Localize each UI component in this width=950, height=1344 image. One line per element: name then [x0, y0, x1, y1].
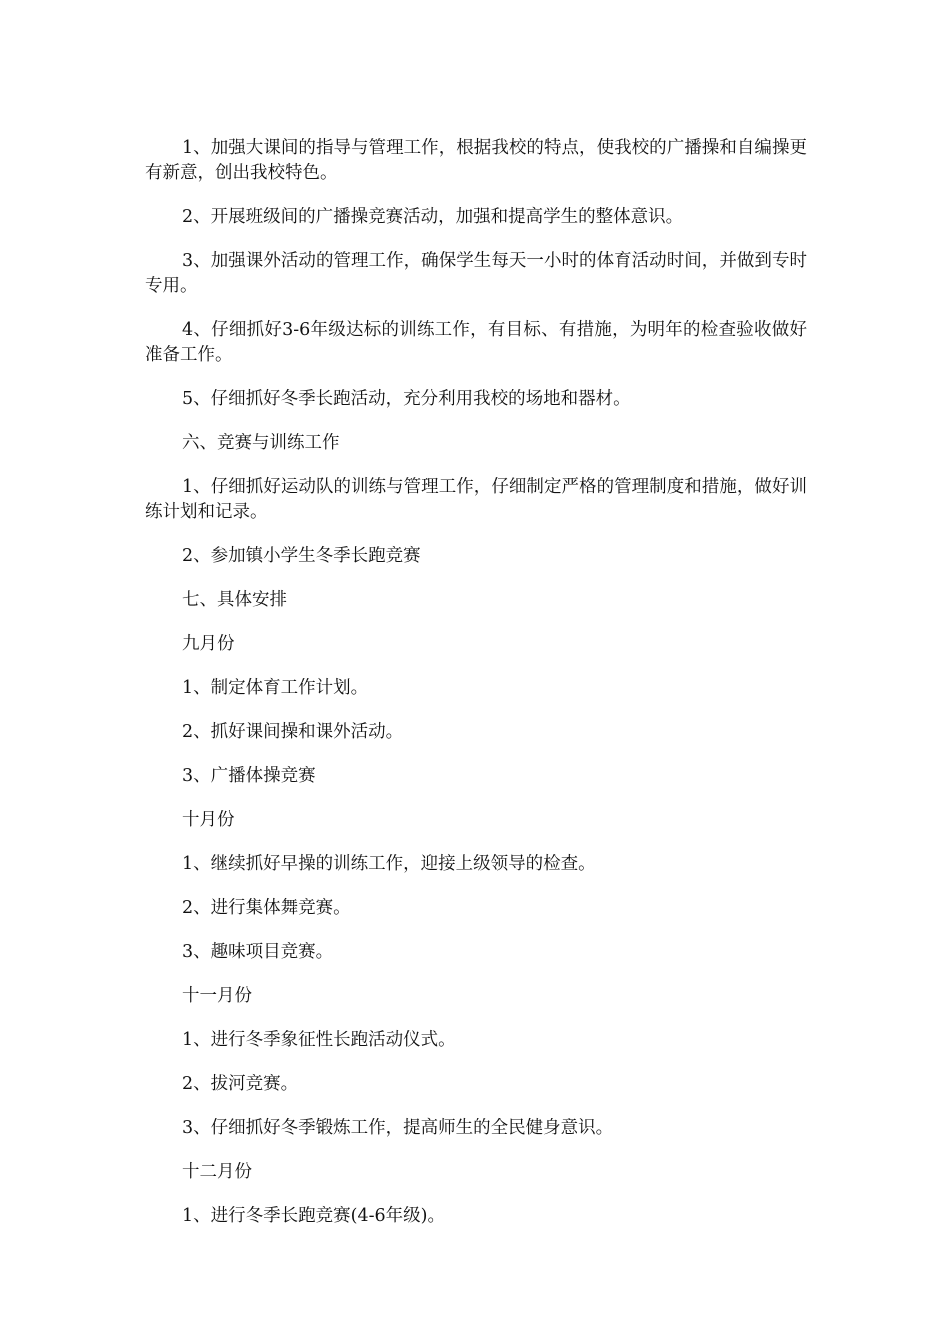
- paragraph: 5、仔细抓好冬季长跑活动，充分利用我校的场地和器材。: [182, 389, 631, 409]
- month-heading: 十一月份: [182, 986, 252, 1006]
- paragraph: 3、广播体操竞赛: [182, 766, 316, 786]
- paragraph: 1、加强大课间的指导与管理工作，根据我校的特点，使我校的广播操和自编操更有新意，创出我校特色。: [145, 138, 807, 183]
- paragraph: 2、拔河竞赛。: [182, 1074, 299, 1094]
- paragraph: 2、进行集体舞竞赛。: [182, 898, 351, 918]
- month-heading: 九月份: [182, 634, 235, 654]
- paragraph: 3、趣味项目竞赛。: [182, 942, 334, 962]
- paragraph: 1、进行冬季象征性长跑活动仪式。: [182, 1030, 456, 1050]
- month-heading: 十月份: [182, 810, 235, 830]
- paragraph: 4、仔细抓好3-6年级达标的训练工作，有目标、有措施，为明年的检查验收做好准备工作。: [145, 320, 807, 365]
- paragraph: 1、继续抓好早操的训练工作，迎接上级领导的检查。: [182, 854, 596, 874]
- paragraph: 3、加强课外活动的管理工作，确保学生每天一小时的体育活动时间，并做到专时专用。: [145, 251, 807, 296]
- paragraph: 1、进行冬季长跑竞赛(4-6年级)。: [182, 1206, 445, 1226]
- document-body: [145, 136, 807, 1248]
- paragraph: 3、仔细抓好冬季锻炼工作，提高师生的全民健身意识。: [182, 1118, 614, 1138]
- paragraph: 2、开展班级间的广播操竞赛活动，加强和提高学生的整体意识。: [182, 207, 684, 227]
- paragraph: 1、制定体育工作计划。: [182, 678, 369, 698]
- paragraph: 1、仔细抓好运动队的训练与管理工作，仔细制定严格的管理制度和措施，做好训练计划和记录。: [145, 477, 807, 522]
- section-heading: 七、具体安排: [182, 590, 287, 610]
- section-heading: 六、竞赛与训练工作: [182, 433, 340, 453]
- paragraph: 2、抓好课间操和课外活动。: [182, 722, 404, 742]
- month-heading: 十二月份: [182, 1162, 252, 1182]
- paragraph: 2、参加镇小学生冬季长跑竞赛: [182, 546, 421, 566]
